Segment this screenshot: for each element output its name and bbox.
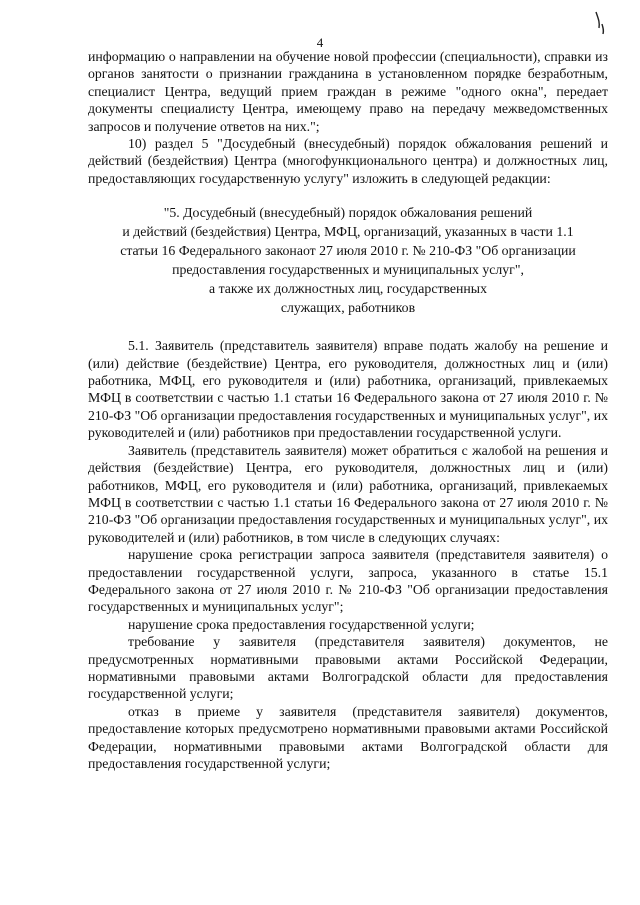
list-item: нарушение срока регистрации запроса заявителя (представителя заявителя) о предоставлении государственной услуги, запроса, указанного в статье 15.1 Федерального закона от 27 июля 2010 г. № 210-ФЗ "Об организации предоставления государственных и муниципальных услуг";	[88, 547, 608, 615]
section-title-line: и действий (бездействия) Центра, МФЦ, организаций, указанных в части 1.1	[122, 224, 574, 240]
section-title-line: а также их должностных лиц, государственных	[209, 281, 487, 297]
section-title-line: "5. Досудебный (внесудебный) порядок обжалования решений	[163, 205, 533, 221]
intro-paragraph: информацию о направлении на обучение новой профессии (специальности), справки из органов занятости о признании гражданина в установленном порядке безработным, специалист Центра, ведущий прием граждан в режиме "одного окна", передает документы специалисту Центра, имеющему право на передачу межведомственных запросов и получение ответов на них.";	[88, 49, 608, 134]
list-item: отказ в приеме у заявителя (представителя заявителя) документов, предоставление которых предусмотрено нормативными правовыми актами Российской Федерации, нормативными правовыми актами Волгоградской области для предоставления государственной услуги;	[88, 703, 608, 771]
document-body	[88, 48, 608, 772]
section-title-line: предоставления государственных и муниципальных услуг",	[172, 262, 524, 278]
handwritten-mark-icon	[592, 10, 606, 36]
page-number: 4	[316, 35, 324, 50]
section-title-line: служащих, работников	[280, 300, 416, 316]
paragraph-5-1: 5.1. Заявитель (представитель заявителя) вправе подать жалобу на решение и (или) действие (бездействие) Центра, его руководителя, должностных лиц и (или) работника, МФЦ, его руководителя и (или) работника, организаций, привлекаемых МФЦ в соответствии с частью 1.1 статьи 16 Федерального закона от 27 июля 2010 г. № 210-ФЗ "Об организации предоставления государственных и муниципальных услуг", их руководителей и (или) работников при предоставлении государственной услуги.	[88, 338, 608, 441]
list-item: нарушение срока предоставления государственной услуги;	[128, 616, 475, 632]
item-10-paragraph: 10) раздел 5 "Досудебный (внесудебный) порядок обжалования решений и действий (бездействия) Центра (многофункционального центра) и должностных лиц, предоставляющих государственную услугу" изложить в следующей редакции:	[88, 136, 608, 186]
section-title-line: статьи 16 Федерального законаот 27 июля 2010 г. № 210-ФЗ "Об организации	[120, 243, 576, 259]
paragraph-complaint-cases: Заявитель (представитель заявителя) может обратиться с жалобой на решения и действия (бездействие) Центра, его руководителя, должностных лиц и (или) работников, МФЦ, его руководителя и (или) работника, организаций, привлекаемых МФЦ в соответствии с частью 1.1 статьи 16 Федерального закона от 27 июля 2010 г. № 210-ФЗ "Об организации предоставления государственных и муниципальных услуг", их руководителей и (или) работников, в том числе в следующих случаях:	[88, 442, 608, 545]
list-item: требование у заявителя (представителя заявителя) документов, не предусмотренных нормативными правовыми актами Российской Федерации, нормативными правовыми актами Волгоградской области для предоставления государственной услуги;	[88, 634, 608, 702]
section-title	[88, 203, 608, 317]
